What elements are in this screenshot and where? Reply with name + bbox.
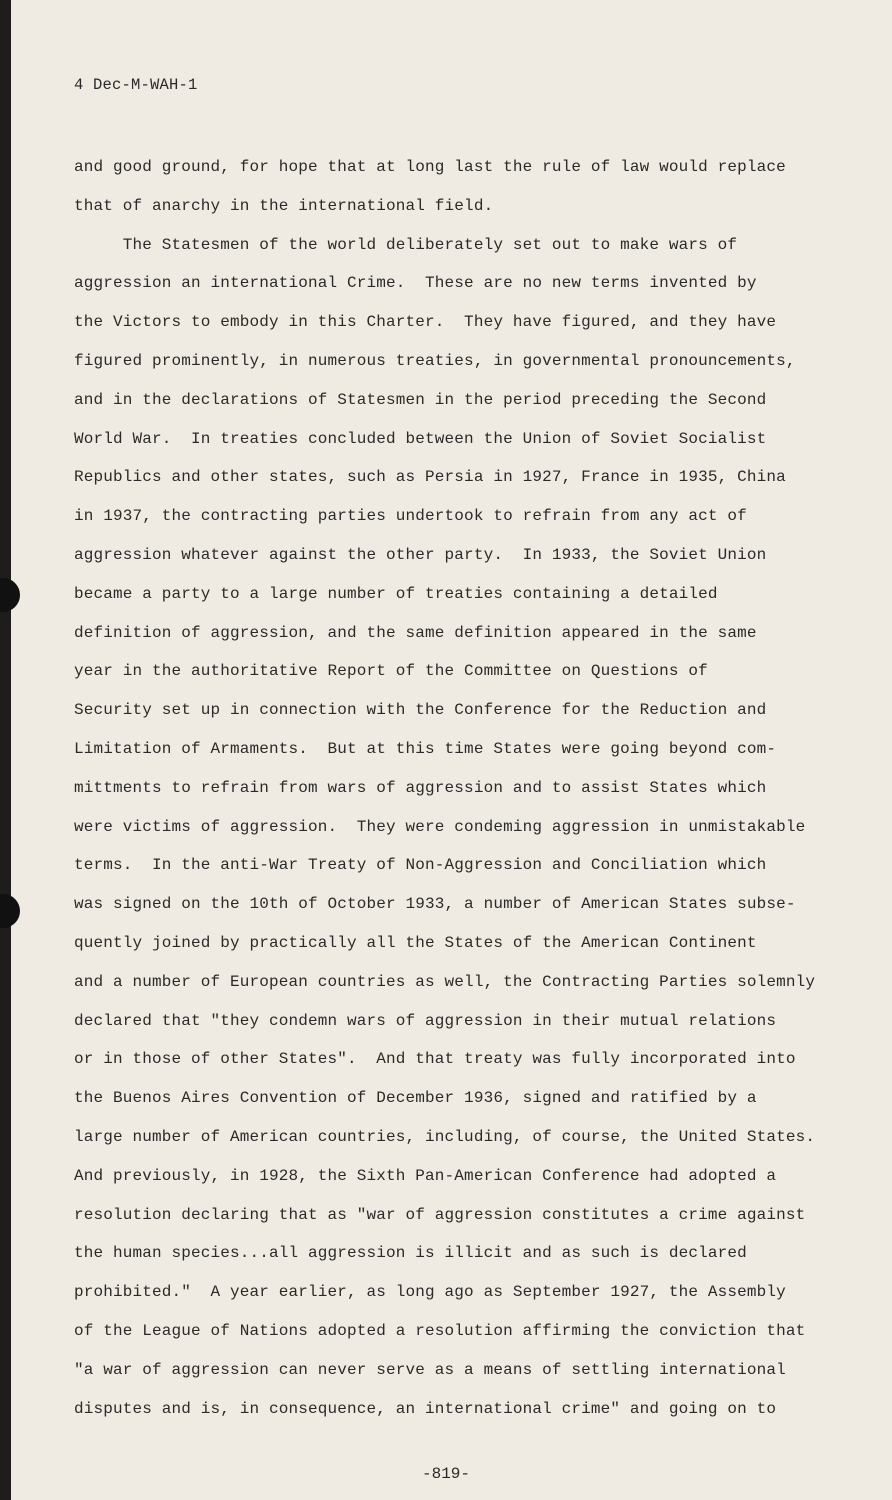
text-line: the human species...all aggression is illicit and as such is declared xyxy=(74,1244,747,1263)
text-line: large number of American countries, including, of course, the United States. xyxy=(74,1127,816,1146)
text-line: figured prominently, in numerous treaties, in governmental pronouncements, xyxy=(74,351,796,370)
text-line: of the League of Nations adopted a resolution affirming the conviction that xyxy=(74,1321,806,1340)
text-line: Limitation of Armaments. But at this time States were going beyond com- xyxy=(74,739,777,758)
text-line: "a war of aggression can never serve as a means of settling international xyxy=(74,1360,786,1379)
text-line: declared that "they condemn wars of aggression in their mutual relations xyxy=(74,1011,777,1030)
text-line: were victims of aggression. They were condeming aggression in unmistakable xyxy=(74,817,806,836)
text-line: the Victors to embody in this Charter. They have figured, and they have xyxy=(74,313,777,332)
text-line: And previously, in 1928, the Sixth Pan-American Conference had adopted a xyxy=(74,1166,777,1185)
text-line: mittments to refrain from wars of aggression and to assist States which xyxy=(74,778,767,797)
text-line: became a party to a large number of treaties containing a detailed xyxy=(74,584,718,603)
text-line: or in those of other States". And that treaty was fully incorporated into xyxy=(74,1050,796,1069)
text-line: and in the declarations of Statesmen in the period preceding the Second xyxy=(74,390,767,409)
text-line: was signed on the 10th of October 1933, a number of American States subse- xyxy=(74,895,796,914)
text-line: year in the authoritative Report of the Committee on Questions of xyxy=(74,662,708,681)
text-line: disputes and is, in consequence, an international crime" and going on to xyxy=(74,1399,777,1418)
text-line: that of anarchy in the international field. xyxy=(74,196,494,215)
text-line: aggression an international Crime. These are no new terms invented by xyxy=(74,274,757,293)
text-line: and a number of European countries as well, the Contracting Parties solemnly xyxy=(74,972,816,991)
page-reference: 4 Dec-M-WAH-1 xyxy=(74,76,198,94)
text-line: aggression whatever against the other party. In 1933, the Soviet Union xyxy=(74,545,767,564)
text-line: Republics and other states, such as Persia in 1927, France in 1935, China xyxy=(74,468,786,487)
text-line: the Buenos Aires Convention of December 1936, signed and ratified by a xyxy=(74,1089,757,1108)
text-line: terms. In the anti-War Treaty of Non-Aggression and Conciliation which xyxy=(74,856,767,875)
text-line: resolution declaring that as "war of aggression constitutes a crime against xyxy=(74,1205,806,1224)
text-line: World War. In treaties concluded between the Union of Soviet Socialist xyxy=(74,429,767,448)
text-line: prohibited." A year earlier, as long ago as September 1927, the Assembly xyxy=(74,1283,786,1302)
text-line: quently joined by practically all the States of the American Continent xyxy=(74,933,757,952)
punch-hole xyxy=(0,894,20,928)
text-line: and good ground, for hope that at long last the rule of law would replace xyxy=(74,158,786,176)
page-number: -819- xyxy=(421,1465,470,1483)
text-line: Security set up in connection with the Conference for the Reduction and xyxy=(74,701,767,720)
binding-edge xyxy=(0,0,11,1500)
text-line: The Statesmen of the world deliberately set out to make wars of xyxy=(74,235,738,254)
text-line: definition of aggression, and the same definition appeared in the same xyxy=(74,623,757,642)
punch-hole xyxy=(0,578,20,612)
body-text xyxy=(74,148,834,1428)
text-line: in 1937, the contracting parties undertook to refrain from any act of xyxy=(74,507,747,526)
